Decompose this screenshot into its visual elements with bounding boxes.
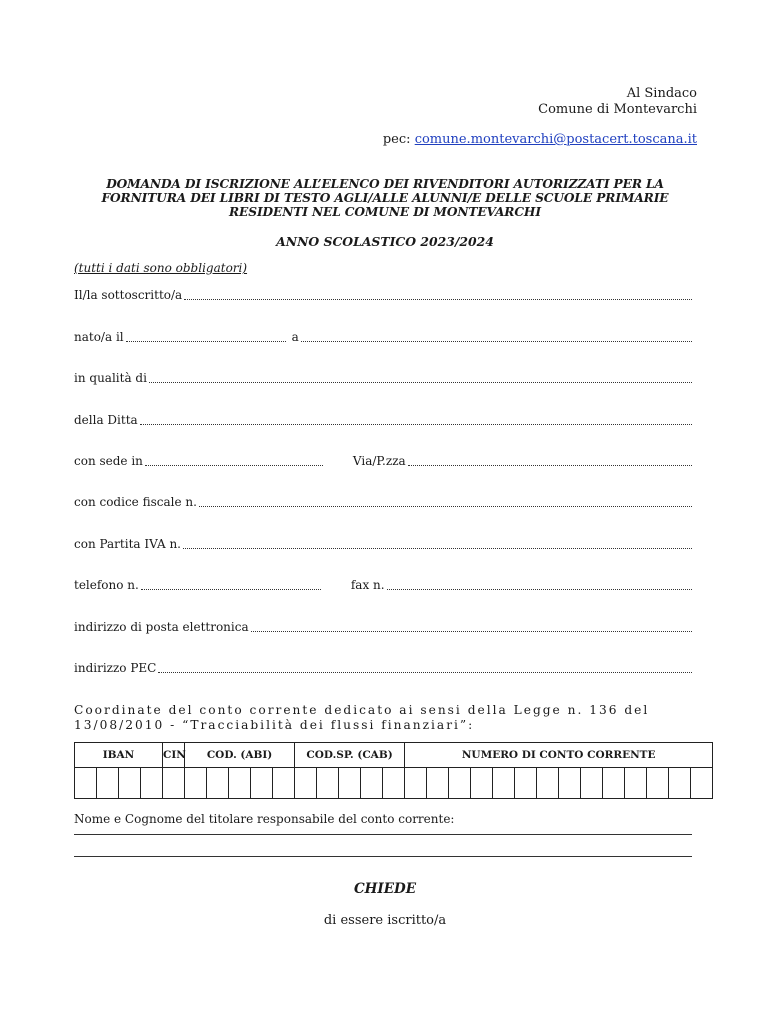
field-label: in qualità di [74, 371, 147, 385]
request-text: di essere iscritto/a [323, 913, 447, 928]
bank-digit-box[interactable] [339, 768, 361, 799]
field-label: telefono n. [74, 578, 139, 592]
bank-digit-box[interactable] [119, 768, 141, 799]
field-codice-fiscale[interactable] [74, 493, 692, 509]
field-label: nato/a il [74, 330, 124, 344]
bank-digit-box[interactable] [449, 768, 471, 799]
bank-digit-box[interactable] [361, 768, 383, 799]
title-line-1: DOMANDA DI ISCRIZIONE ALL’ELENCO DEI RIVENDITORI AUTORIZZATI PER LA [106, 177, 664, 191]
document-title [74, 177, 696, 219]
pec-line [383, 132, 697, 147]
field-label: indirizzo PEC [74, 661, 157, 675]
fill-line-street[interactable] [408, 454, 692, 466]
header-cin: CIN [163, 743, 185, 768]
bank-table-boxes [75, 768, 713, 799]
field-partita-iva[interactable] [74, 535, 692, 551]
bank-digit-box[interactable] [581, 768, 603, 799]
bank-digit-box[interactable] [163, 768, 185, 799]
bank-digit-box[interactable] [229, 768, 251, 799]
fill-line-city[interactable] [145, 454, 323, 466]
fill-line-fax[interactable] [387, 578, 692, 590]
field-qualita[interactable] [74, 369, 692, 385]
field-email[interactable] [74, 618, 692, 634]
fill-line[interactable] [140, 413, 692, 425]
bank-digit-box[interactable] [317, 768, 339, 799]
bank-digit-box[interactable] [471, 768, 493, 799]
addressee-municipality: Comune di Montevarchi [538, 102, 697, 117]
fill-line[interactable] [251, 620, 692, 632]
field-label: indirizzo di posta elettronica [74, 620, 249, 634]
bank-digit-box[interactable] [603, 768, 625, 799]
field-label: della Ditta [74, 413, 138, 427]
title-line-2: FORNITURA DEI LIBRI DI TESTO AGLI/ALLE ALUNNI/E DELLE SCUOLE PRIMARIE [101, 191, 669, 205]
field-label: Via/P.zza [352, 454, 406, 468]
fill-line-phone[interactable] [141, 578, 321, 590]
addressee-title: Al Sindaco [626, 86, 697, 101]
header-abi: COD. (ABI) [185, 743, 295, 768]
field-label: Il/la sottoscritto/a [74, 288, 183, 302]
bank-digit-box[interactable] [405, 768, 427, 799]
field-label: fax n. [350, 578, 385, 592]
bank-digit-box[interactable] [625, 768, 647, 799]
bank-coordinates-table [74, 742, 713, 799]
account-holder-line-2[interactable] [74, 856, 692, 857]
addressee-block [538, 86, 697, 118]
bank-digit-box[interactable] [537, 768, 559, 799]
bank-digit-box[interactable] [669, 768, 691, 799]
header-account-number: NUMERO DI CONTO CORRENTE [405, 743, 713, 768]
bank-digit-box[interactable] [141, 768, 163, 799]
title-line-3: RESIDENTI NEL COMUNE DI MONTEVARCHI [229, 205, 541, 219]
field-label: con codice fiscale n. [74, 495, 197, 509]
field-birth[interactable] [74, 328, 692, 344]
pec-label: pec: [382, 132, 411, 147]
bank-digit-box[interactable] [251, 768, 273, 799]
fill-line[interactable] [158, 661, 692, 673]
mandatory-note: (tutti i dati sono obbligatori) [74, 261, 248, 275]
bank-coordinates-intro: Coordinate del conto corrente dedicato ai sensi della Legge n. 136 del 13/08/2010 - “Tracciabilità dei flussi finanziari”: [74, 703, 650, 732]
bank-table-header [75, 743, 713, 768]
bank-digit-box[interactable] [647, 768, 669, 799]
bank-digit-box[interactable] [97, 768, 119, 799]
field-telefono-fax[interactable] [74, 576, 692, 592]
field-label: con Partita IVA n. [74, 537, 181, 551]
fill-line[interactable] [184, 288, 692, 300]
account-holder-label: Nome e Cognome del titolare responsabile del conto corrente: [74, 812, 455, 826]
bank-digit-box[interactable] [273, 768, 295, 799]
bank-digit-box[interactable] [207, 768, 229, 799]
bank-digit-box[interactable] [383, 768, 405, 799]
bank-digit-box[interactable] [185, 768, 207, 799]
bank-digit-box[interactable] [559, 768, 581, 799]
fill-line-place[interactable] [301, 330, 692, 342]
bank-digit-box[interactable] [295, 768, 317, 799]
field-sede[interactable] [74, 452, 692, 468]
bank-digit-box[interactable] [515, 768, 537, 799]
field-label: con sede in [74, 454, 143, 468]
fill-line[interactable] [199, 495, 692, 507]
bank-digit-box[interactable] [427, 768, 449, 799]
field-sottoscritto[interactable] [74, 286, 692, 302]
account-holder-line-1[interactable] [74, 834, 692, 835]
pec-email-link[interactable]: comune.montevarchi@postacert.toscana.it [414, 132, 697, 147]
fill-line[interactable] [149, 371, 692, 383]
fill-line-date[interactable] [126, 330, 286, 342]
school-year: ANNO SCOLASTICO 2023/2024 [276, 234, 494, 249]
header-cab: COD.SP. (CAB) [295, 743, 405, 768]
bank-digit-box[interactable] [493, 768, 515, 799]
bank-digit-box[interactable] [691, 768, 713, 799]
field-ditta[interactable] [74, 411, 692, 427]
header-iban: IBAN [75, 743, 163, 768]
request-heading: CHIEDE [353, 881, 417, 897]
field-pec[interactable] [74, 659, 692, 675]
fill-line[interactable] [183, 537, 692, 549]
bank-digit-box[interactable] [75, 768, 97, 799]
field-label: a [291, 330, 299, 344]
